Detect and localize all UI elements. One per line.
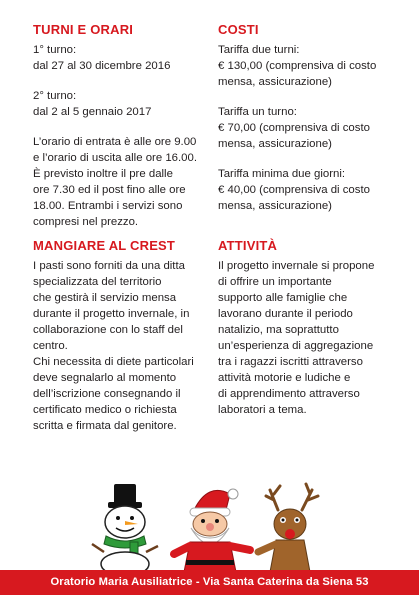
santa-claus-icon [174,489,250,572]
costi-two-shifts: Tariffa due turni: € 130,00 (comprensiva di costo mensa, assicurazione) [218,44,377,88]
turni-second-shift: 2° turno: dal 2 al 5 gennaio 2017 [33,90,152,118]
costi-one-shift: Tariffa un turno: € 70,00 (comprensiva di costo mensa, assicurazione) [218,106,370,150]
turni-first-shift: 1° turno: dal 27 al 30 dicembre 2016 [33,44,171,72]
heading-turni-orari: TURNI E ORARI [33,22,134,37]
section-attivita [218,238,408,418]
costi-minimum: Tariffa minima due giorni: € 40,00 (comprensiva di costo mensa, assicurazione) [218,168,370,212]
footer-address-bar: Oratorio Maria Ausiliatrice - Via Santa Caterina da Siena 53 [0,570,419,595]
heading-costi: COSTI [218,22,259,37]
section-turni-orari [33,22,228,230]
christmas-characters-illustration [90,480,340,572]
section-mangiare [33,238,228,434]
section-costi [218,22,408,214]
heading-attivita: ATTIVITÀ [218,238,278,253]
attivita-text: Il progetto invernale si propone di offrire un importante supporto alle famiglie che lavorano durante il periodo natalizio, ma soprattutto un’esperienza di aggregazione tra i ragazzi iscritti attraverso attività motorie e ludiche e di apprendimento attraverso laboratori a tema. [218,260,375,416]
heading-mangiare: MANGIARE AL CREST [33,238,176,253]
mangiare-text: I pasti sono forniti da una ditta specializzata del territorio che gestirà il servizio mensa durante il progetto invernale, in collaborazione con lo staff del centro. Chi necessita di diete particolari deve segnalarlo al momento dell’iscrizione consegnando il certificato medico o richiesta scritta e firmata dal genitore. [33,260,194,432]
snowman-icon [92,484,158,572]
turni-schedule-text: L’orario di entrata è alle ore 9.00 e l’orario di uscita alle ore 16.00. È previsto inoltre il pre dalle ore 7.30 ed il post fino alle ore 18.00. Entrambi i servizi sono compresi nel prezzo. [33,136,197,228]
reindeer-icon [258,484,318,572]
